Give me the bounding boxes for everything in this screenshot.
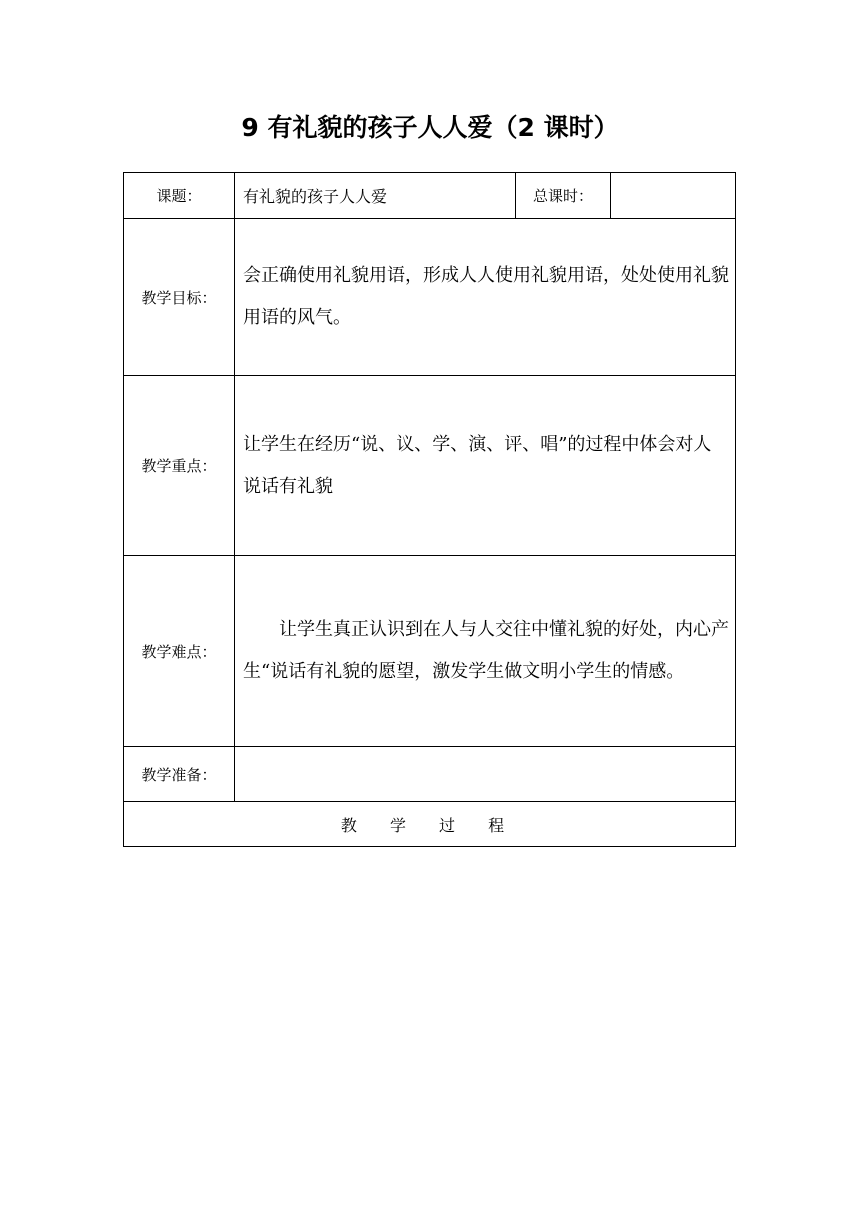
key-point-text: 让学生在经历“说、议、学、演、评、唱”的过程中体会对人说话有礼貌 bbox=[235, 376, 736, 556]
difficulty-label: 教学难点： bbox=[124, 556, 235, 747]
goal-row bbox=[124, 219, 736, 376]
difficulty-row bbox=[124, 556, 736, 747]
difficulty-text: 让学生真正认识到在人与人交往中懂礼貌的好处，内心产生“说话有礼貌的愿望，激发学生做文明小学生的情感。 bbox=[235, 556, 736, 747]
key-point-row bbox=[124, 376, 736, 556]
goal-text: 会正确使用礼貌用语，形成人人使用礼貌用语，处处使用礼貌用语的风气。 bbox=[235, 219, 736, 376]
lesson-plan-table bbox=[123, 172, 736, 847]
subject-row bbox=[124, 173, 736, 219]
total-hours-label: 总课时： bbox=[516, 173, 611, 219]
page-title: 9 有礼貌的孩子人人爱（2 课时） bbox=[241, 113, 619, 142]
preparation-row bbox=[124, 747, 736, 802]
key-point-label: 教学重点： bbox=[124, 376, 235, 556]
subject-value: 有礼貌的孩子人人爱 bbox=[235, 173, 516, 219]
preparation-value bbox=[235, 747, 736, 802]
goal-label: 教学目标： bbox=[124, 219, 235, 376]
preparation-label: 教学准备： bbox=[124, 747, 235, 802]
total-hours-value bbox=[611, 173, 736, 219]
subject-label: 课题： bbox=[124, 173, 235, 219]
process-heading: 教 学 过 程 bbox=[124, 802, 736, 847]
process-row bbox=[124, 802, 736, 847]
